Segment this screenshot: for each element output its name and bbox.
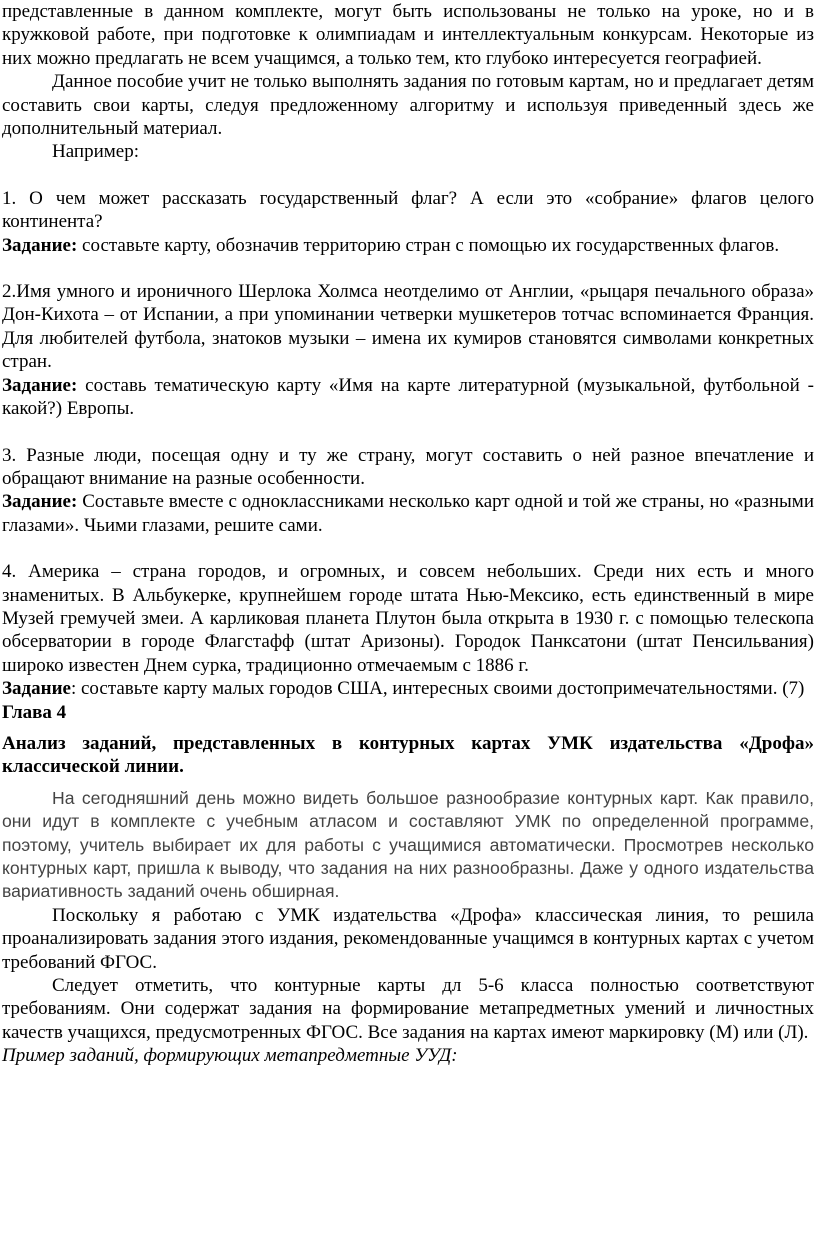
item-4-text: 4. Америка – страна городов, и огромных, и совсем небольших. Среди них есть и много знаменитых. В Альбукерке, крупнейшем городе штата Нью-Мексико, есть единственный в мире Музей гремучей змеи. А карликовая планета Плутон была открыта в 1930 г. с помощью телескопа обсерватории в городе Флагстафф (штат Аризоны). Городок Панксатони (штат Пенсильвания) широко известен Днем сурка, традиционно отмечаемым с 1886 г.	[2, 561, 814, 676]
intro-paragraph-1: представленные в данном комплекте, могут быть использованы не только на уроке, но и в кружковой работе, при подготовке к олимпиадам и интеллектуальным конкурсам. Некоторые из них можно предлагать не всем учащимся, а только тем, кто глубоко интересуется географией.	[2, 1, 814, 69]
item-4-task-text: : составьте карту малых городов США, интересных своими достопримечательностями. (7)	[70, 678, 805, 700]
chapter-title: Анализ заданий, представленных в контурных картах УМК издательства «Дрофа» классической линии.	[2, 732, 814, 778]
body-paragraph-1: На сегодняшний день можно видеть большое разнообразие контурных карт. Как правило, они идут в комплекте с учебным атласом и составляют УМК по определенной программе, поэтому, учитель выбирает их для работы с учащимися автоматически. Просмотрев несколько контурных карт, пришла к выводу, что задания на них разнообразны. Даже у одного издательства вариативность заданий очень обширная.	[2, 787, 814, 902]
task-label: Задание:	[2, 491, 78, 513]
item-3-task	[2, 490, 814, 537]
item-2-task	[2, 374, 814, 421]
intro-example-label: Например:	[52, 141, 139, 163]
item-2-text: 2.Имя умного и ироничного Шерлока Холмса неотделимо от Англии, «рыцаря печального образа» Дон-Кихота – от Испании, а при упоминании четверки мушкетеров тотчас вспоминается Франция. Для любителей футбола, знатоков музыки – имена их кумиров становятся символами конкретных стран.	[2, 281, 814, 373]
chapter-number: Глава 4	[2, 701, 67, 723]
item-4-task	[2, 677, 814, 700]
item-3-text: 3. Разные люди, посещая одну и ту же страну, могут составить о ней разное впечатление и обращают внимание на разные особенности.	[2, 444, 814, 489]
body-paragraph-2: Поскольку я работаю с УМК издательства «Дрофа» классическая линия, то решила проанализировать задания этого издания, рекомендованные учащимся в контурных картах с учетом требований ФГОС.	[2, 904, 814, 973]
item-1-task-text: составьте карту, обозначив территорию стран с помощью их государственных флагов.	[77, 234, 780, 256]
task-label: Задание:	[2, 234, 78, 256]
body-paragraph-3: Следует отметить, что контурные карты дл 5-6 класса полностью соответствуют требованиям. Они содержат задания на формирование метапредметных умений и личностных качеств учащихся, предусмотренных ФГОС. Все задания на картах имеют маркировку (М) или (Л).	[2, 975, 814, 1043]
intro-paragraph-2: Данное пособие учит не только выполнять задания по готовым картам, но и предлагает детям составить свои карты, следуя предложенному алгоритму и используя приведенный здесь же дополнительный материал.	[2, 71, 814, 140]
item-1-text: 1. О чем может рассказать государственный флаг? А если это «собрание» флагов целого континента?	[2, 187, 814, 233]
task-label: Задание:	[2, 374, 78, 396]
item-2-task-text: составь тематическую карту «Имя на карте литературной (музыкальной, футбольной - какой?) Европы.	[2, 374, 814, 420]
item-1-task	[2, 234, 814, 257]
item-3-task-text: Составьте вместе с одноклассниками несколько карт одной и той же страны, но «разными глазами». Чьими глазами, решите сами.	[2, 491, 814, 536]
task-label: Задание	[2, 678, 71, 700]
body-example-label: Пример заданий, формирующих метапредметные УУД:	[2, 1045, 458, 1067]
